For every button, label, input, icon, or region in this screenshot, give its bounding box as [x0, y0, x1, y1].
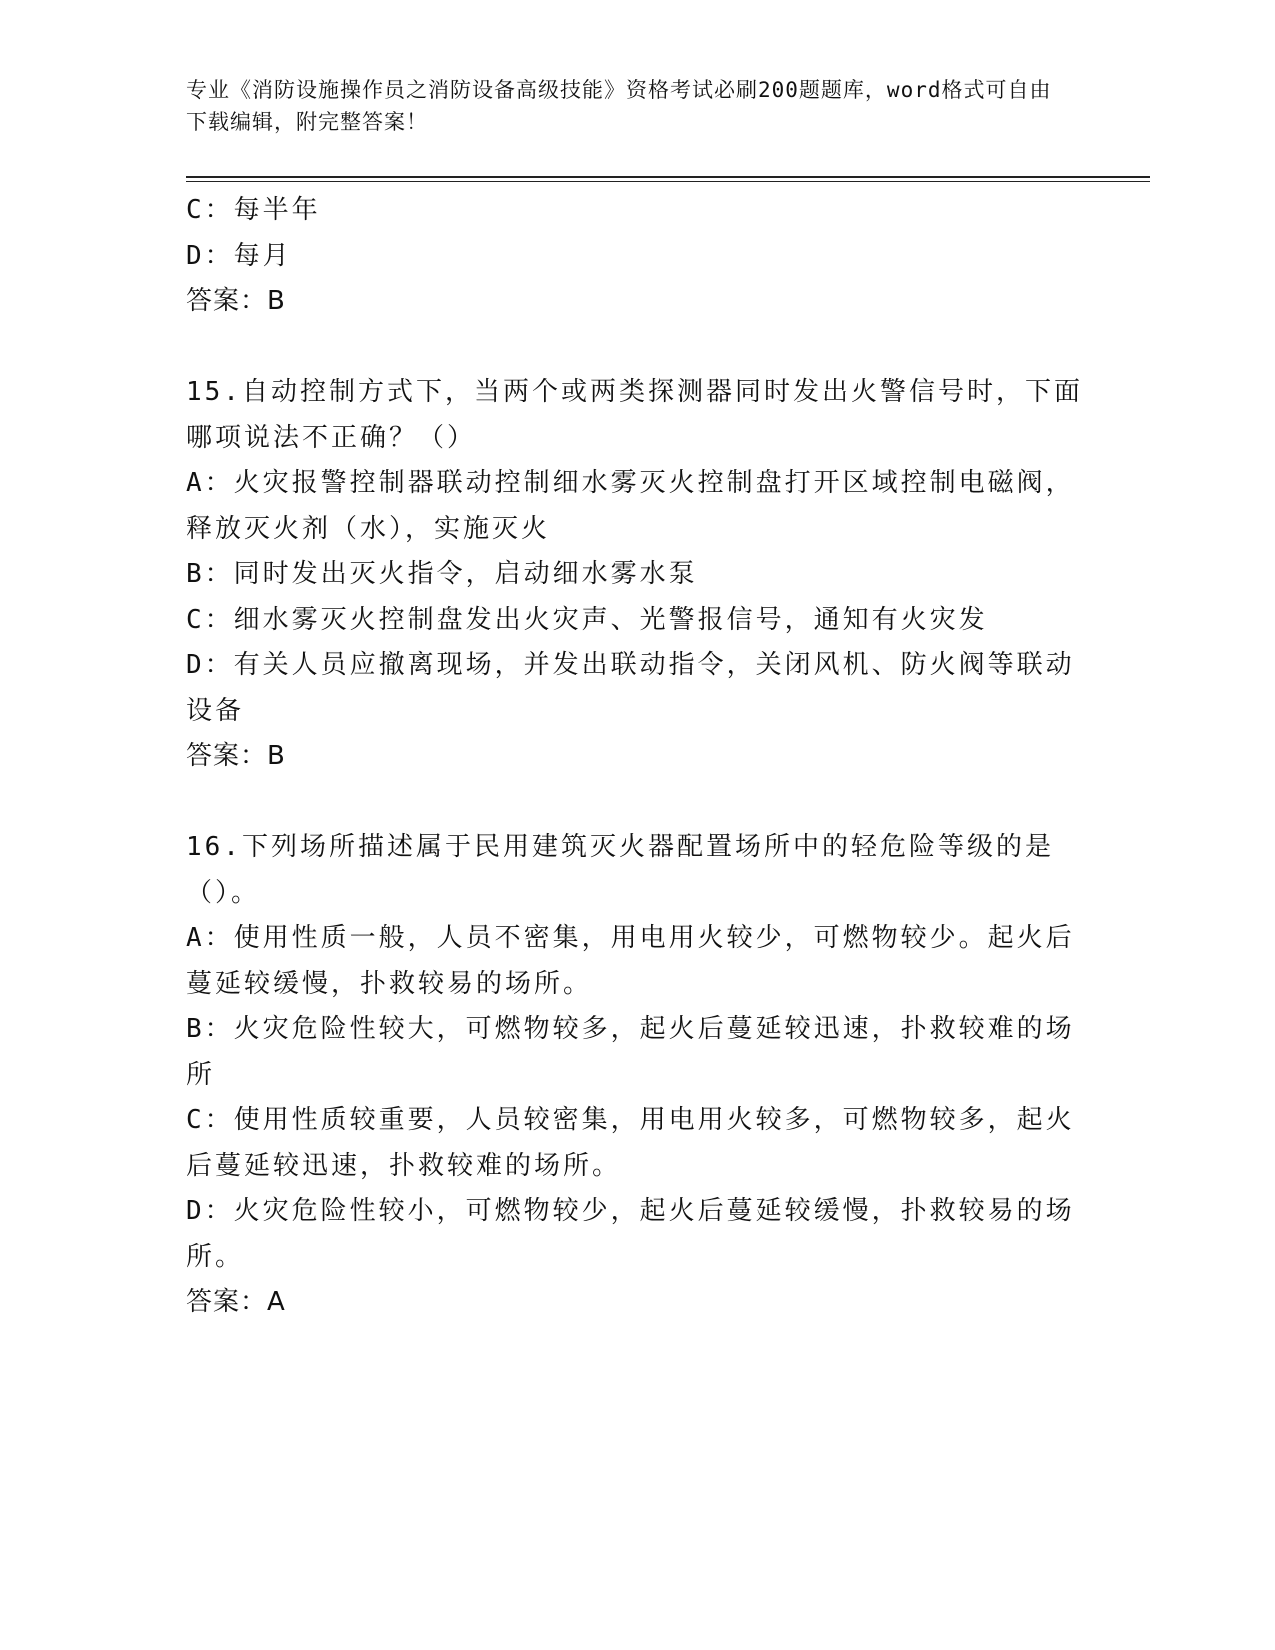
answer: 答案：A — [186, 1287, 286, 1317]
answer: 答案：B — [186, 286, 286, 316]
option-c: C：使用性质较重要，人员较密集，用电用火较多，可燃物较多，起火后蔓延较迅速，扑救较难的场所。 — [186, 1105, 1075, 1181]
answer: 答案：B — [186, 741, 286, 771]
previous-question-tail — [186, 188, 1086, 325]
question-16 — [186, 825, 1086, 1326]
option-d: D：每月 — [186, 240, 292, 271]
question-stem: 15.自动控制方式下，当两个或两类探测器同时发出火警信号时，下面哪项说法不正确？（） — [186, 377, 1083, 453]
option-a: A：火灾报警控制器联动控制细水雾灭火控制盘打开区域控制电磁阀，释放灭火剂（水），实施灭火 — [186, 468, 1075, 544]
option-a: A：使用性质一般，人员不密集，用电用火较少，可燃物较少。起火后蔓延较缓慢，扑救较易的场所。 — [186, 923, 1075, 999]
option-b: B：同时发出灭火指令，启动细水雾水泵 — [186, 559, 698, 589]
spacer — [186, 780, 1086, 826]
option-d: D：有关人员应撤离现场，并发出联动指令，关闭风机、防火阀等联动设备 — [186, 650, 1075, 726]
option-d: D：火灾危险性较小，可燃物较少，起火后蔓延较缓慢，扑救较易的场所。 — [186, 1196, 1075, 1272]
option-c: C：每半年 — [186, 195, 321, 225]
question-15 — [186, 370, 1086, 780]
spacer — [186, 325, 1086, 371]
question-content — [186, 188, 1086, 1326]
option-c: C：细水雾灭火控制盘发出火灾声、光警报信号，通知有火灾发 — [186, 604, 988, 635]
header-rule-thin — [186, 181, 1150, 182]
question-stem: 16.下列场所描述属于民用建筑灭火器配置场所中的轻危险等级的是（）。 — [186, 832, 1054, 908]
header-rule-thick — [186, 176, 1150, 178]
document-header: 专业《消防设施操作员之消防设备高级技能》资格考试必刷200题题库，word格式可自由下载编辑，附完整答案！ — [186, 78, 1052, 134]
option-b: B：火灾危险性较大，可燃物较多，起火后蔓延较迅速，扑救较难的场所 — [186, 1014, 1075, 1090]
